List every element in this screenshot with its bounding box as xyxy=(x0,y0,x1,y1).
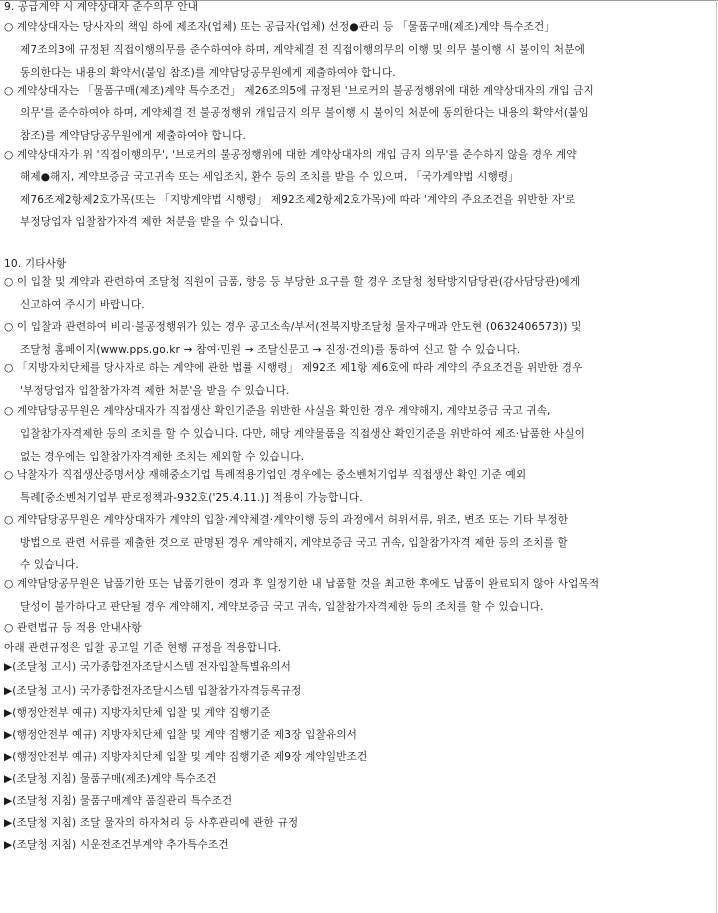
section-10-item-6-cont: 수 있습니다. xyxy=(20,559,79,571)
section-10-title: 10. 기타사항 xyxy=(4,258,67,270)
regulation-item: ▶(조달청 지침) 물품구매(제조)계약 특수조건 xyxy=(4,773,217,785)
section-10-item-7: ○ 계약담당공무원은 납품기한 또는 납품기한이 경과 후 일정기한 내 납품할 것을 최고한 후에도 납품이 완료되지 않아 사업목적 xyxy=(4,578,600,590)
section-9-item-2-cont: 의무'를 준수하여야 하며, 계약체결 전 불공정행위 개입금지 의무 불이행 시 불이익 처분에 동의한다는 내용의 확약서(붙임 xyxy=(20,107,589,119)
regulation-item: ▶(조달청 고시) 국가종합전자조달시스템 전자입찰특별유의서 xyxy=(4,661,292,673)
section-10-item-5: ○ 낙찰자가 직접생산증명서상 재해중소기업 특례적용기업인 경우에는 중소벤처기업부 직접생산 확인 기준 예외 xyxy=(4,469,527,481)
regulation-item: ▶(행정안전부 예규) 지방자치단체 입찰 및 계약 집행기준 제9장 계약일반조건 xyxy=(4,751,368,763)
right-border xyxy=(716,0,717,913)
regulations-intro: 아래 관련규정은 입찰 공고일 기준 현행 규정을 적용합니다. xyxy=(4,642,282,654)
section-9-item-3-cont: 제76조제2항제2호가목(또는 「지방계약법 시행령」 제92조제2항제2호가목)에 따라 '계약의 주요조건을 위반한 자'로 xyxy=(20,194,576,206)
section-10-item-8: ○ 관련법규 등 적용 안내사항 xyxy=(4,622,142,634)
section-9-title: 9. 공급계약 시 계약상대자 준수의무 안내 xyxy=(4,1,199,13)
section-10-item-1-cont: 신고하여 주시기 바랍니다. xyxy=(20,299,145,311)
section-10-item-6-cont: 방법으로 관련 서류를 제출한 것으로 판명된 경우 계약해지, 계약보증금 국고 귀속, 입찰참가자격 제한 등의 조치를 할 xyxy=(20,537,568,549)
section-10-item-4-cont: 없는 경우에는 입찰참가자격제한 조치는 제외할 수 있습니다. xyxy=(20,451,305,463)
section-10-item-2: ○ 이 입찰과 관련하여 비리·불공정행위가 있는 경우 공고소속/부서(전북지방조달청 물자구매과 안도현 (0632406573)) 및 xyxy=(4,321,582,333)
section-10-item-4: ○ 계약담당공무원은 계약상대자가 직접생산 확인기준을 위반한 사실을 확인한 경우 계약해지, 계약보증금 국고 귀속, xyxy=(4,405,551,417)
section-9-item-1-cont: 동의한다는 내용의 확약서(붙임 참조)를 계약담당공무원에게 제출하여야 합니다. xyxy=(20,67,396,79)
section-9-item-3: ○ 계약상대자가 위 '직접이행의무', '브로커의 불공정행위에 대한 계약상대자의 개입 금지 의무'를 준수하지 않을 경우 계약 xyxy=(4,149,577,161)
section-10-item-3: ○ 「지방자치단체를 당사자로 하는 계약에 관한 법률 시행령」 제92조 제1항 제6호에 따라 계약의 주요조건을 위반한 경우 xyxy=(4,362,583,374)
regulation-item: ▶(조달청 고시) 국가종합전자조달시스템 입찰참가자격등록규정 xyxy=(4,685,302,697)
section-9-item-1: ○ 계약상대자는 당사자의 책임 하에 제조자(업체) 또는 공급자(업체) 선정●관리 등 「물품구매(제조)계약 특수조건」 xyxy=(4,21,556,33)
section-10-item-6: ○ 계약담당공무원은 계약상대자가 계약의 입찰·계약체결·계약이행 등의 과정에서 허위서류, 위조, 변조 또는 기타 부정한 xyxy=(4,514,569,526)
section-10-item-7-cont: 달성이 불가하다고 판단될 경우 계약해지, 계약보증금 국고 귀속, 입찰참가자격제한 등의 조치를 할 수 있습니다. xyxy=(20,601,544,613)
section-10-item-2-cont: 조달청 홈페이지(www.pps.go.kr → 참여·민원 → 조달신문고 → 진정·건의)를 통하여 신고 할 수 있습니다. xyxy=(20,344,521,356)
section-10-item-5-cont: 특례[중소벤처기업부 판로정책과-932호('25.4.11.)] 적용이 가능합니다. xyxy=(20,492,363,504)
section-10-item-3-cont: '부정당업자 입찰참가자격 제한 처분'을 받을 수 있습니다. xyxy=(20,385,290,397)
regulation-item: ▶(조달청 지침) 시운전조건부계약 추가특수조건 xyxy=(4,839,229,851)
regulation-item: ▶(행정안전부 예규) 지방자치단체 입찰 및 계약 집행기준 제3장 입찰유의서 xyxy=(4,729,358,741)
regulation-item: ▶(조달청 지침) 물품구매계약 품질관리 특수조건 xyxy=(4,795,233,807)
regulation-item: ▶(조달청 지침) 조달 물자의 하자처리 등 사후관리에 관한 규정 xyxy=(4,817,299,829)
section-9-item-1-cont: 제7조의3에 규정된 직접이행의무를 준수하여야 하며, 계약체결 전 직접이행의무의 이행 및 의무 불이행 시 불이익 처분에 xyxy=(20,44,585,56)
section-10-item-1: ○ 이 입찰 및 계약과 관련하여 조달청 직원이 금품, 향응 등 부당한 요구를 할 경우 조달청 청탁방지담당관(감사담당관)에게 xyxy=(4,276,581,288)
section-9-item-3-cont: 부정당업자 입찰참가자격 제한 처분을 받을 수 있습니다. xyxy=(20,216,284,228)
section-9-item-2: ○ 계약상대자는 「물품구매(제조)계약 특수조건」 제26조의5에 규정된 '브로커의 불공정행위에 대한 계약상대자의 개입 금지 xyxy=(4,85,594,97)
section-10-item-4-cont: 입찰참가자격제한 등의 조치를 할 수 있습니다. 다만, 해당 계약물품을 직접생산 확인기준을 위반하여 제조·납품한 사실이 xyxy=(20,428,586,440)
section-9-item-2-cont: 참조)를 계약담당공무원에게 제출하여야 합니다. xyxy=(20,130,247,142)
regulation-item: ▶(행정안전부 예규) 지방자치단체 입찰 및 계약 집행기준 xyxy=(4,707,271,719)
section-9-item-3-cont: 해제●해지, 계약보증금 국고귀속 또는 세입조치, 환수 등의 조치를 받을 수 있으며, 「국가계약법 시행령」 xyxy=(20,171,519,183)
